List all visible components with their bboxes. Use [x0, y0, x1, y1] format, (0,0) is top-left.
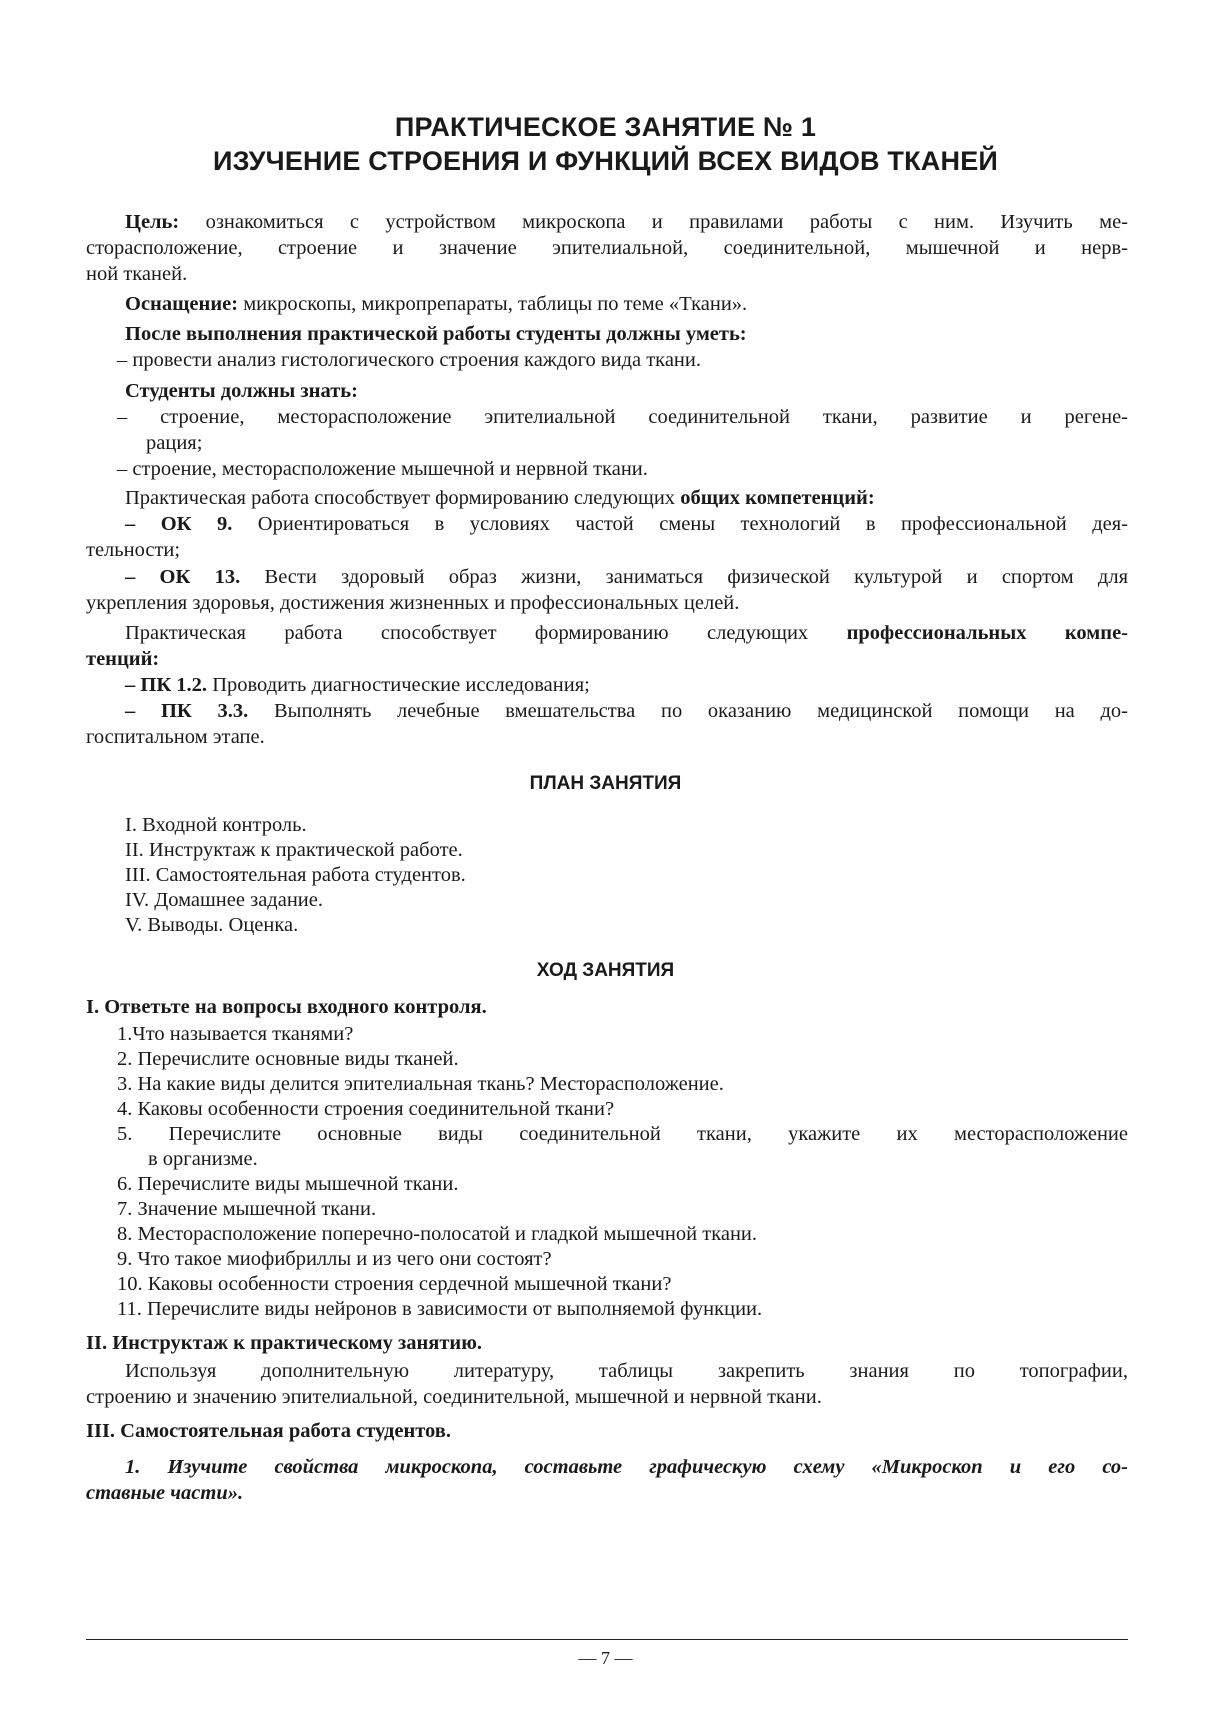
page-number: — 7 — [578, 1648, 633, 1668]
question-item: 9. Что такое миофибриллы и из чего они состоят? [117, 1248, 552, 1270]
pk33-line-1: – ПК 3.3. Выполнять лечебные вмешательства по оказанию медицинской помощи на до- [125, 700, 1129, 722]
part1-heading: I. Ответьте на вопросы входного контроля. [86, 996, 487, 1018]
pk33-line-2: госпитальном этапе. [86, 726, 265, 748]
knowledge-heading: Студенты должны знать: [125, 380, 358, 402]
question-item-continuation: в организме. [148, 1148, 258, 1170]
ok13-line-1: – ОК 13. Вести здоровый образ жизни, заниматься физической культурой и спортом для [125, 566, 1129, 588]
plan-item: III. Самостоятельная работа студентов. [125, 864, 466, 886]
question-item: 6. Перечислите виды мышечной ткани. [117, 1173, 459, 1195]
question-item: 8. Месторасположение поперечно-полосатой и гладкой мышечной ткани. [117, 1223, 758, 1245]
question-item: 10. Каковы особенности строения сердечной мышечной ткани? [117, 1273, 672, 1295]
question-item: 11. Перечислите виды нейронов в зависимости от выполняемой функции. [117, 1298, 763, 1320]
professional-competencies-intro-line-1: Практическая работа способствует формированию следующих профессиональных компе- [125, 622, 1128, 644]
task1-line-2: ставные части». [86, 1482, 244, 1504]
part3-heading: III. Самостоятельная работа студентов. [86, 1420, 451, 1442]
question-item: 3. На какие виды делится эпителиальная ткань? Месторасположение. [117, 1073, 724, 1095]
plan-item: IV. Домашнее задание. [125, 889, 323, 911]
page-title-line-1: ПРАКТИЧЕСКОЕ ЗАНЯТИЕ № 1 [394, 112, 817, 142]
plan-item: I. Входной контроль. [125, 814, 307, 836]
goal-line-1: Цель: ознакомиться с устройством микроскопа и правилами работы с ним. Изучить ме- [125, 211, 1128, 233]
part2-heading: II. Инструктаж к практическому занятию. [86, 1332, 483, 1354]
ok13-code: – ОК 13. [125, 566, 241, 588]
part2-line-2: строению и значению эпителиальной, соединительной, мышечной и нервной ткани. [86, 1386, 822, 1408]
page-title-line-2: ИЗУЧЕНИЕ СТРОЕНИЯ И ФУНКЦИЙ ВСЕХ ВИДОВ ТКАНЕЙ [212, 146, 999, 176]
question-item: 5. Перечислите основные виды соединительной ткани, укажите их месторасположение [117, 1123, 1128, 1145]
plan-item: II. Инструктаж к практической работе. [125, 839, 463, 861]
footer-divider [86, 1639, 1128, 1640]
professional-competencies-intro-line-2: тенций: [86, 648, 160, 670]
knowledge-item-2: – строение, месторасположение мышечной и нервной ткани. [117, 458, 648, 480]
course-heading: ХОД ЗАНЯТИЯ [536, 960, 675, 981]
part2-line-1: Используя дополнительную литературу, таблицы закрепить знания по топографии, [125, 1360, 1128, 1382]
question-item: 7. Значение мышечной ткани. [117, 1198, 377, 1220]
knowledge-item-1-line-2: рация; [146, 432, 203, 454]
question-item: 4. Каковы особенности строения соединительной ткани? [117, 1098, 615, 1120]
plan-heading: ПЛАН ЗАНЯТИЯ [529, 773, 682, 794]
question-item: 1.Что называется тканями? [117, 1023, 354, 1045]
goal-line-3: ной тканей. [86, 263, 188, 285]
ok13-line-2: укрепления здоровья, достижения жизненных и профессиональных целей. [86, 592, 740, 614]
ok9-line-1: – ОК 9. Ориентироваться в условиях частой смены технологий в профессиональной дея- [125, 513, 1129, 535]
general-competencies-intro: Практическая работа способствует формированию следующих общих компетенций: [125, 487, 875, 509]
pk12-line: – ПК 1.2. Проводить диагностические исследования; [125, 674, 590, 696]
plan-item: V. Выводы. Оценка. [125, 914, 299, 936]
goal-line-2: сторасположение, строение и значение эпителиальной, соединительной, мышечной и нерв- [86, 237, 1128, 259]
pk33-code: – ПК 3.3. [125, 700, 249, 722]
skills-heading: После выполнения практической работы студенты должны уметь: [125, 323, 747, 345]
knowledge-item-1-line-1: – строение, месторасположение эпителиальной соединительной ткани, развитие и регене- [117, 406, 1128, 428]
ok9-line-2: тельности; [86, 539, 181, 561]
skill-item: – провести анализ гистологического строения каждого вида ткани. [117, 349, 701, 371]
equipment-line: Оснащение: микроскопы, микропрепараты, таблицы по теме «Ткани». [125, 293, 748, 315]
task1-line-1: 1. Изучите свойства микроскопа, составьте графическую схему «Микроскоп и его со- [125, 1456, 1128, 1478]
question-item: 2. Перечислите основные виды тканей. [117, 1048, 459, 1070]
ok9-code: – ОК 9. [125, 513, 233, 535]
goal-label: Цель: [125, 211, 180, 233]
equipment-label: Оснащение: [125, 293, 239, 315]
pk12-code: – ПК 1.2. [125, 674, 208, 696]
